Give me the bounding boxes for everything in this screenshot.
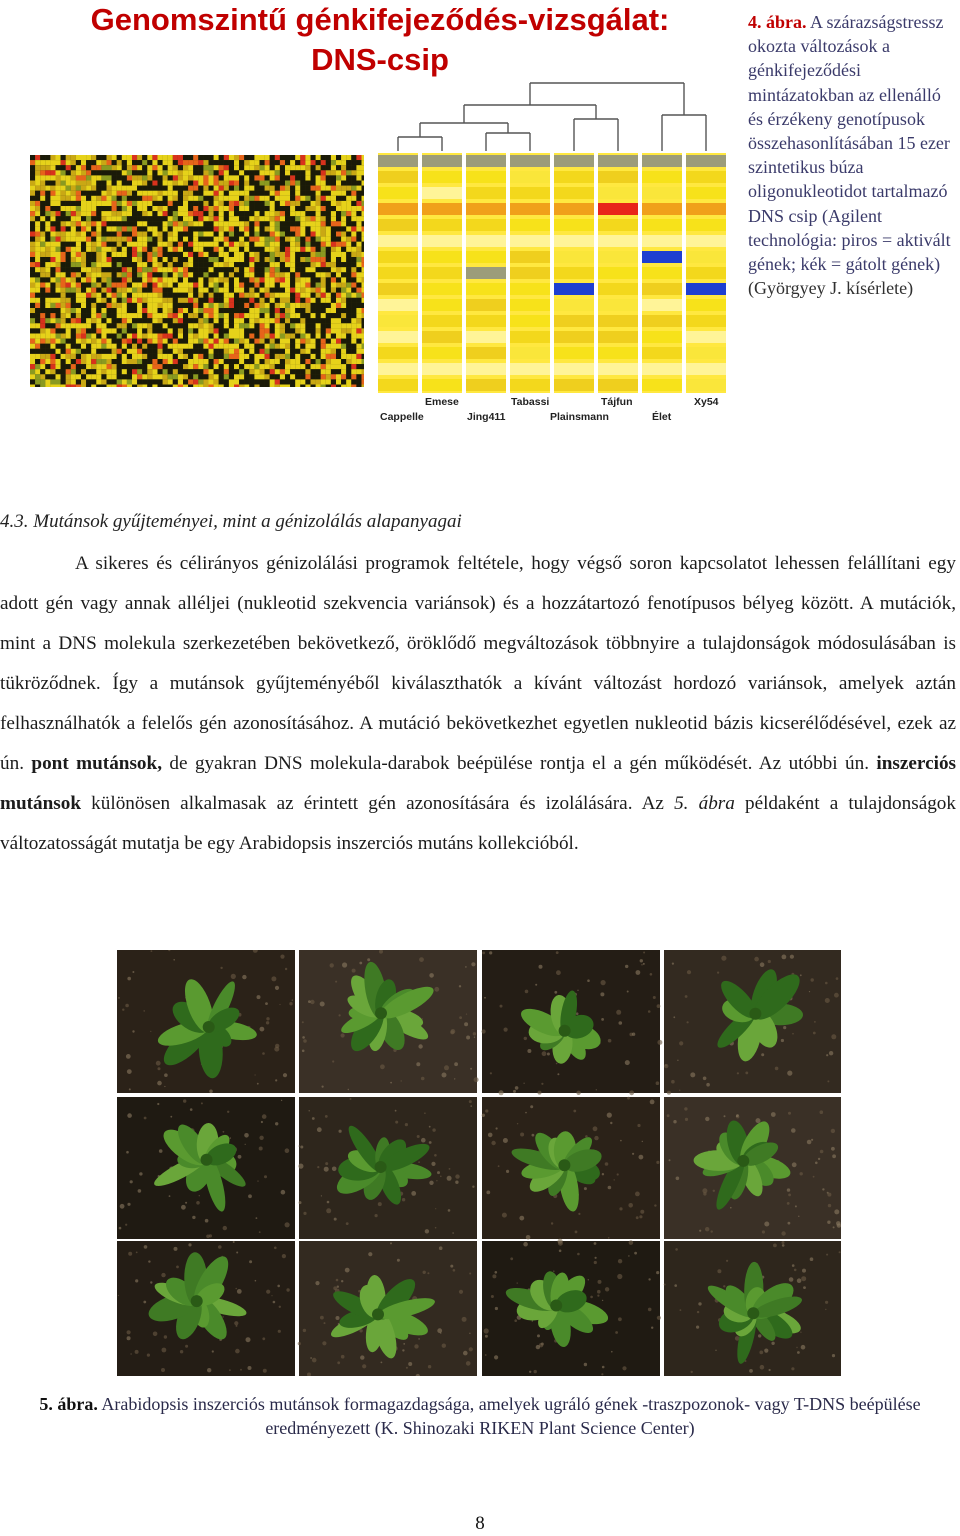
genotype-label-tabassi: Tabassi [511,396,550,408]
genotype-label-elet: Élet [652,411,672,423]
genotype-label-plainsmann: Plainsmann [550,411,609,423]
heatmap-cells [378,153,726,393]
figure5-caption [0,1392,960,1440]
paragraph-part-1: A sikeres és célirányos génizolálási programok feltétele, hogy végső soron kapcsolatot lehessen felállítani egy adott gén vagy annak alléljei (nukleotid szekvencia variánsok) és a hozzátartozó fenotípusos bélyeg között. A mutációk, mint a DNS molekula szerkezetében bekövetkező, öröklődő megváltozások többnyire a tulajdonságok módosulásában is tükröződnek. Így a mutánsok gyűjteményéből kiválaszthatók a kívánt változást hordozó variánsok, amelyek aztán felhasználhatók a felelős gén azonosításához. A mutáció bekövetkezhet egyetlen nukleotid bázis kicserélődésével, ezek az ún. [0,553,956,774]
page-heading [30,0,730,80]
heading-line-1: Genomszintű génkifejeződés-vizsgálat: [90,2,670,37]
expression-heatmap [370,75,730,430]
figure5-label: 5. ábra. [39,1394,98,1414]
figure4-caption-text: A szárazságstressz okozta változások a génkifejeződési mintázatokban az ellenálló és érzékeny genotípusok összehasonlításában 15 ezer szintetikus búza oligonukleotidot tartalmazó DNS csip (Agilent technológia: piros = aktivált gének; kék = gátolt gének) [748,12,951,275]
section-title: 4.3. Mutánsok gyűjteményei, mint a génizolálás alapanyagai [0,511,462,532]
figure4-caption-credit: (Györgyey J. kísérlete) [748,278,914,299]
term-point-mutants: pont mutánsok, [31,753,162,774]
paragraph-part-4: példaként a tulajdonságok változatosságát mutatja be egy Arabidopsis inszerciós mutáns kollekcióból. [0,793,956,854]
heading-line-2: DNS-csip [311,42,449,77]
paragraph-text [0,544,956,864]
heatmap-svg [370,75,730,430]
arabidopsis-mutant-photo-grid [117,950,841,1376]
paragraph-part-2: de gyakran DNS molekula-darabok beépülése rontja el a gén működését. Az utóbbi ún. [162,753,877,774]
dna-microarray-image [30,155,364,387]
term-insertion-mutants: inszerciós mutánsok [0,753,957,814]
figure4-caption [748,10,953,300]
genotype-label-xy54: Xy54 [694,396,719,408]
figure5-reference: 5. ábra [674,793,735,814]
genotype-label-jing411: Jing411 [467,411,506,423]
genotype-label-cappelle: Cappelle [380,411,424,423]
figure5-caption-text: Arabidopsis inszerciós mutánsok formagazdagsága, amelyek ugráló gének -traszpozonok- vagy T-DNS beépülése eredményezett (K. Shinozaki RIKEN Plant Science Center) [97,1394,921,1438]
body-paragraph [0,544,956,864]
paragraph-part-3: különösen alkalmasak az érintett gén azonosítására és izolálására. Az [81,793,675,814]
page-number: 8 [475,1513,485,1534]
dendrogram [398,83,706,151]
genotype-label-tajfun: Tájfun [601,396,633,408]
genotype-label-emese: Emese [425,396,459,408]
figure4-label: 4. ábra. [748,12,807,32]
